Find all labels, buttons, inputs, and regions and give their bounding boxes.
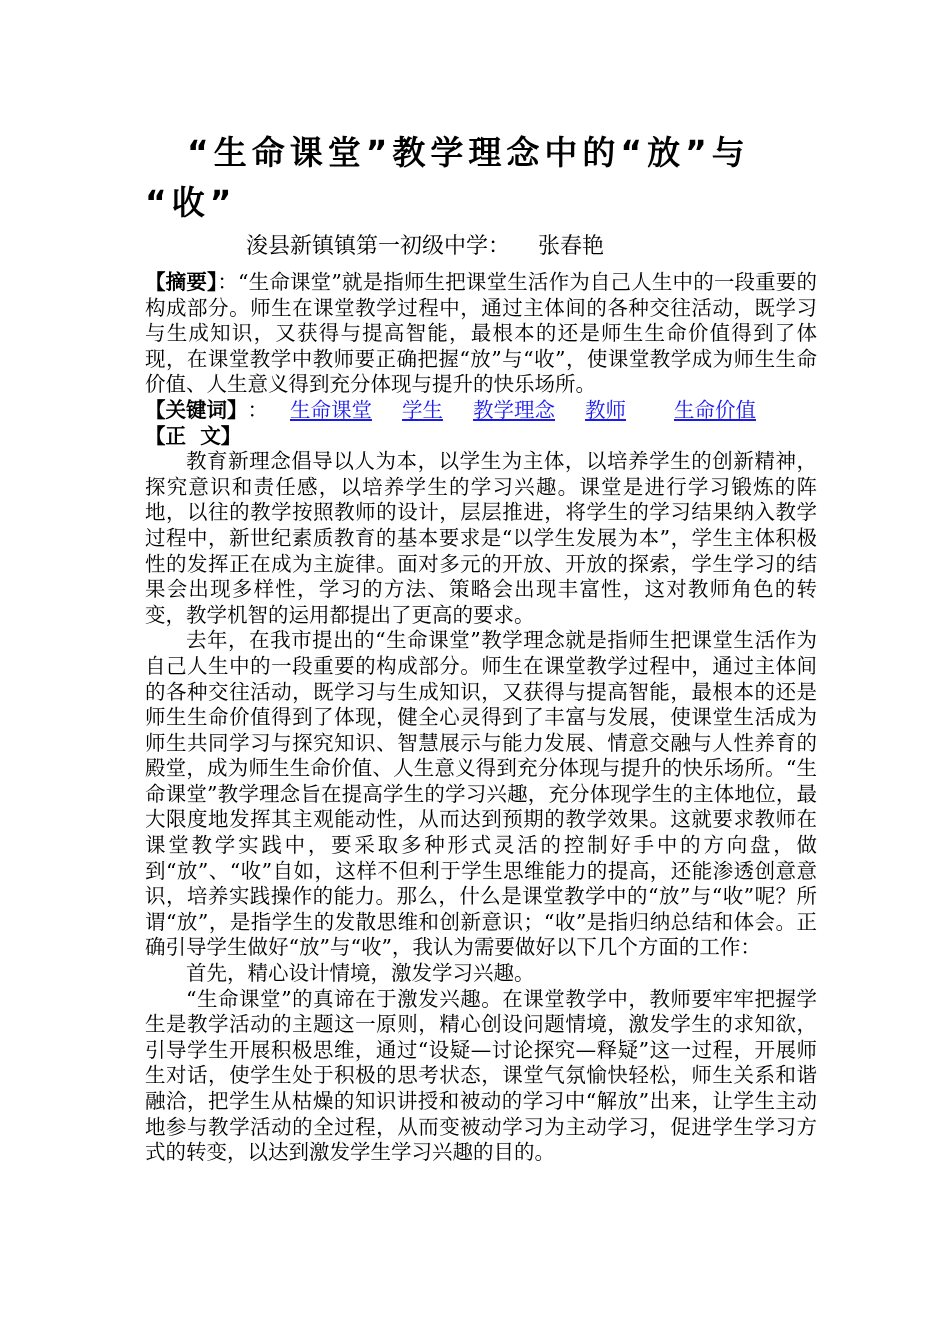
abstract-text: ：“生命课堂”就是指师生把课堂生活作为自己人生中的一段重要的构成部分。师生在课堂教学过程中，通过主体间的各种交往活动，既学习与生成知识，又获得与提高智能，最根本的还是师生生命价值得到了体现，在课堂教学中教师要正确把握“放”与“收”，使课堂教学成为师生生命价值、人生意义得到充分体现与提升的快乐场所。 [145,270,817,397]
page-title [145,128,815,228]
abstract-label: 【摘要】 [145,270,218,294]
paragraph-1: 教育新理念倡导以人为本，以学生为主体，以培养学生的创新精神，探究意识和责任感，以培养学生的学习兴趣。课堂是进行学习锻炼的阵地，以往的教学按照教师的设计，层层推进，将学生的学习结果纳入教学过程中，新世纪素质教育的基本要求是“以学生发展为本”，学生主体积极性的发挥正在成为主旋律。面对多元的开放、开放的探索，学生学习的结果会出现多样性，学习的方法、策略会出现丰富性，这对教师角色的转变，教学机智的运用都提出了更高的要求。 [145,449,817,627]
keyword-link-3[interactable]: 教学理念 [473,397,555,422]
abstract [145,270,817,398]
title-line-1: “生命课堂”教学理念中的“放”与 [187,133,750,172]
keywords-label: 【关键词】 [145,397,248,422]
paragraph-4: “生命课堂”的真谛在于激发兴趣。在课堂教学中，教师要牢牢把握学生是教学活动的主题这一原则，精心创设问题情境，激发学生的求知欲，引导学生开展积极思维，通过“设疑—讨论探究—释疑”这一过程，开展师生对话，使学生处于积极的思考状态，课堂气氛愉快轻松，师生关系和谐融洽，把学生从枯燥的知识讲授和被动的学习中“解放”出来，让学生主动地参与教学活动的全过程，从而变被动学习为主动学习，促进学生学习方式的转变，以达到激发学生学习兴趣的目的。 [145,986,817,1165]
main-text-label: 【正 文】 [145,423,242,448]
keywords-line [145,398,817,424]
keyword-link-4[interactable]: 教师 [585,397,626,422]
keyword-link-1[interactable]: 生命课堂 [290,397,372,422]
paragraph-2: 去年，在我市提出的“生命课堂”教学理念就是指师生把课堂生活作为自己人生中的一段重要的构成部分。师生在课堂教学过程中，通过主体间的各种交往活动，既学习与生成知识，又获得与提高智能，最根本的还是师生生命价值得到了体现，健全心灵得到了丰富与发展，使课堂生活成为师生共同学习与探究知识、智慧展示与能力发展、情意交融与人性养育的殿堂，成为师生生命价值、人生意义得到充分体现与提升的快乐场所。“生命课堂”教学理念旨在提高学生的学习兴趣，充分体现学生的主体地位，最大限度地发挥其主观能动性，从而达到预期的教学效果。这就要求教师在课堂教学实践中，要采取多种形式灵活的控制好手中的方向盘，做到“放”、“收”自如，这样不但利于学生思维能力的提高，还能渗透创意意识，培养实践操作的能力。那么，什么是课堂教学中的“放”与“收”呢？所谓“放”，是指学生的发散思维和创新意识；“收”是指归纳总结和体会。正确引导学生做好“放”与“收”，我认为需要做好以下几个方面的工作： [145,628,817,960]
keyword-link-5[interactable]: 生命价值 [674,397,756,422]
author-line: 浚县新镇镇第一初级中学： 张春艳 [246,234,604,259]
document-body [145,270,817,1166]
keywords-colon: ： [247,397,268,422]
paragraph-3: 首先，精心设计情境，激发学习兴趣。 [186,961,535,986]
keyword-link-2[interactable]: 学生 [402,397,443,422]
title-line-2: “收” [145,183,237,222]
